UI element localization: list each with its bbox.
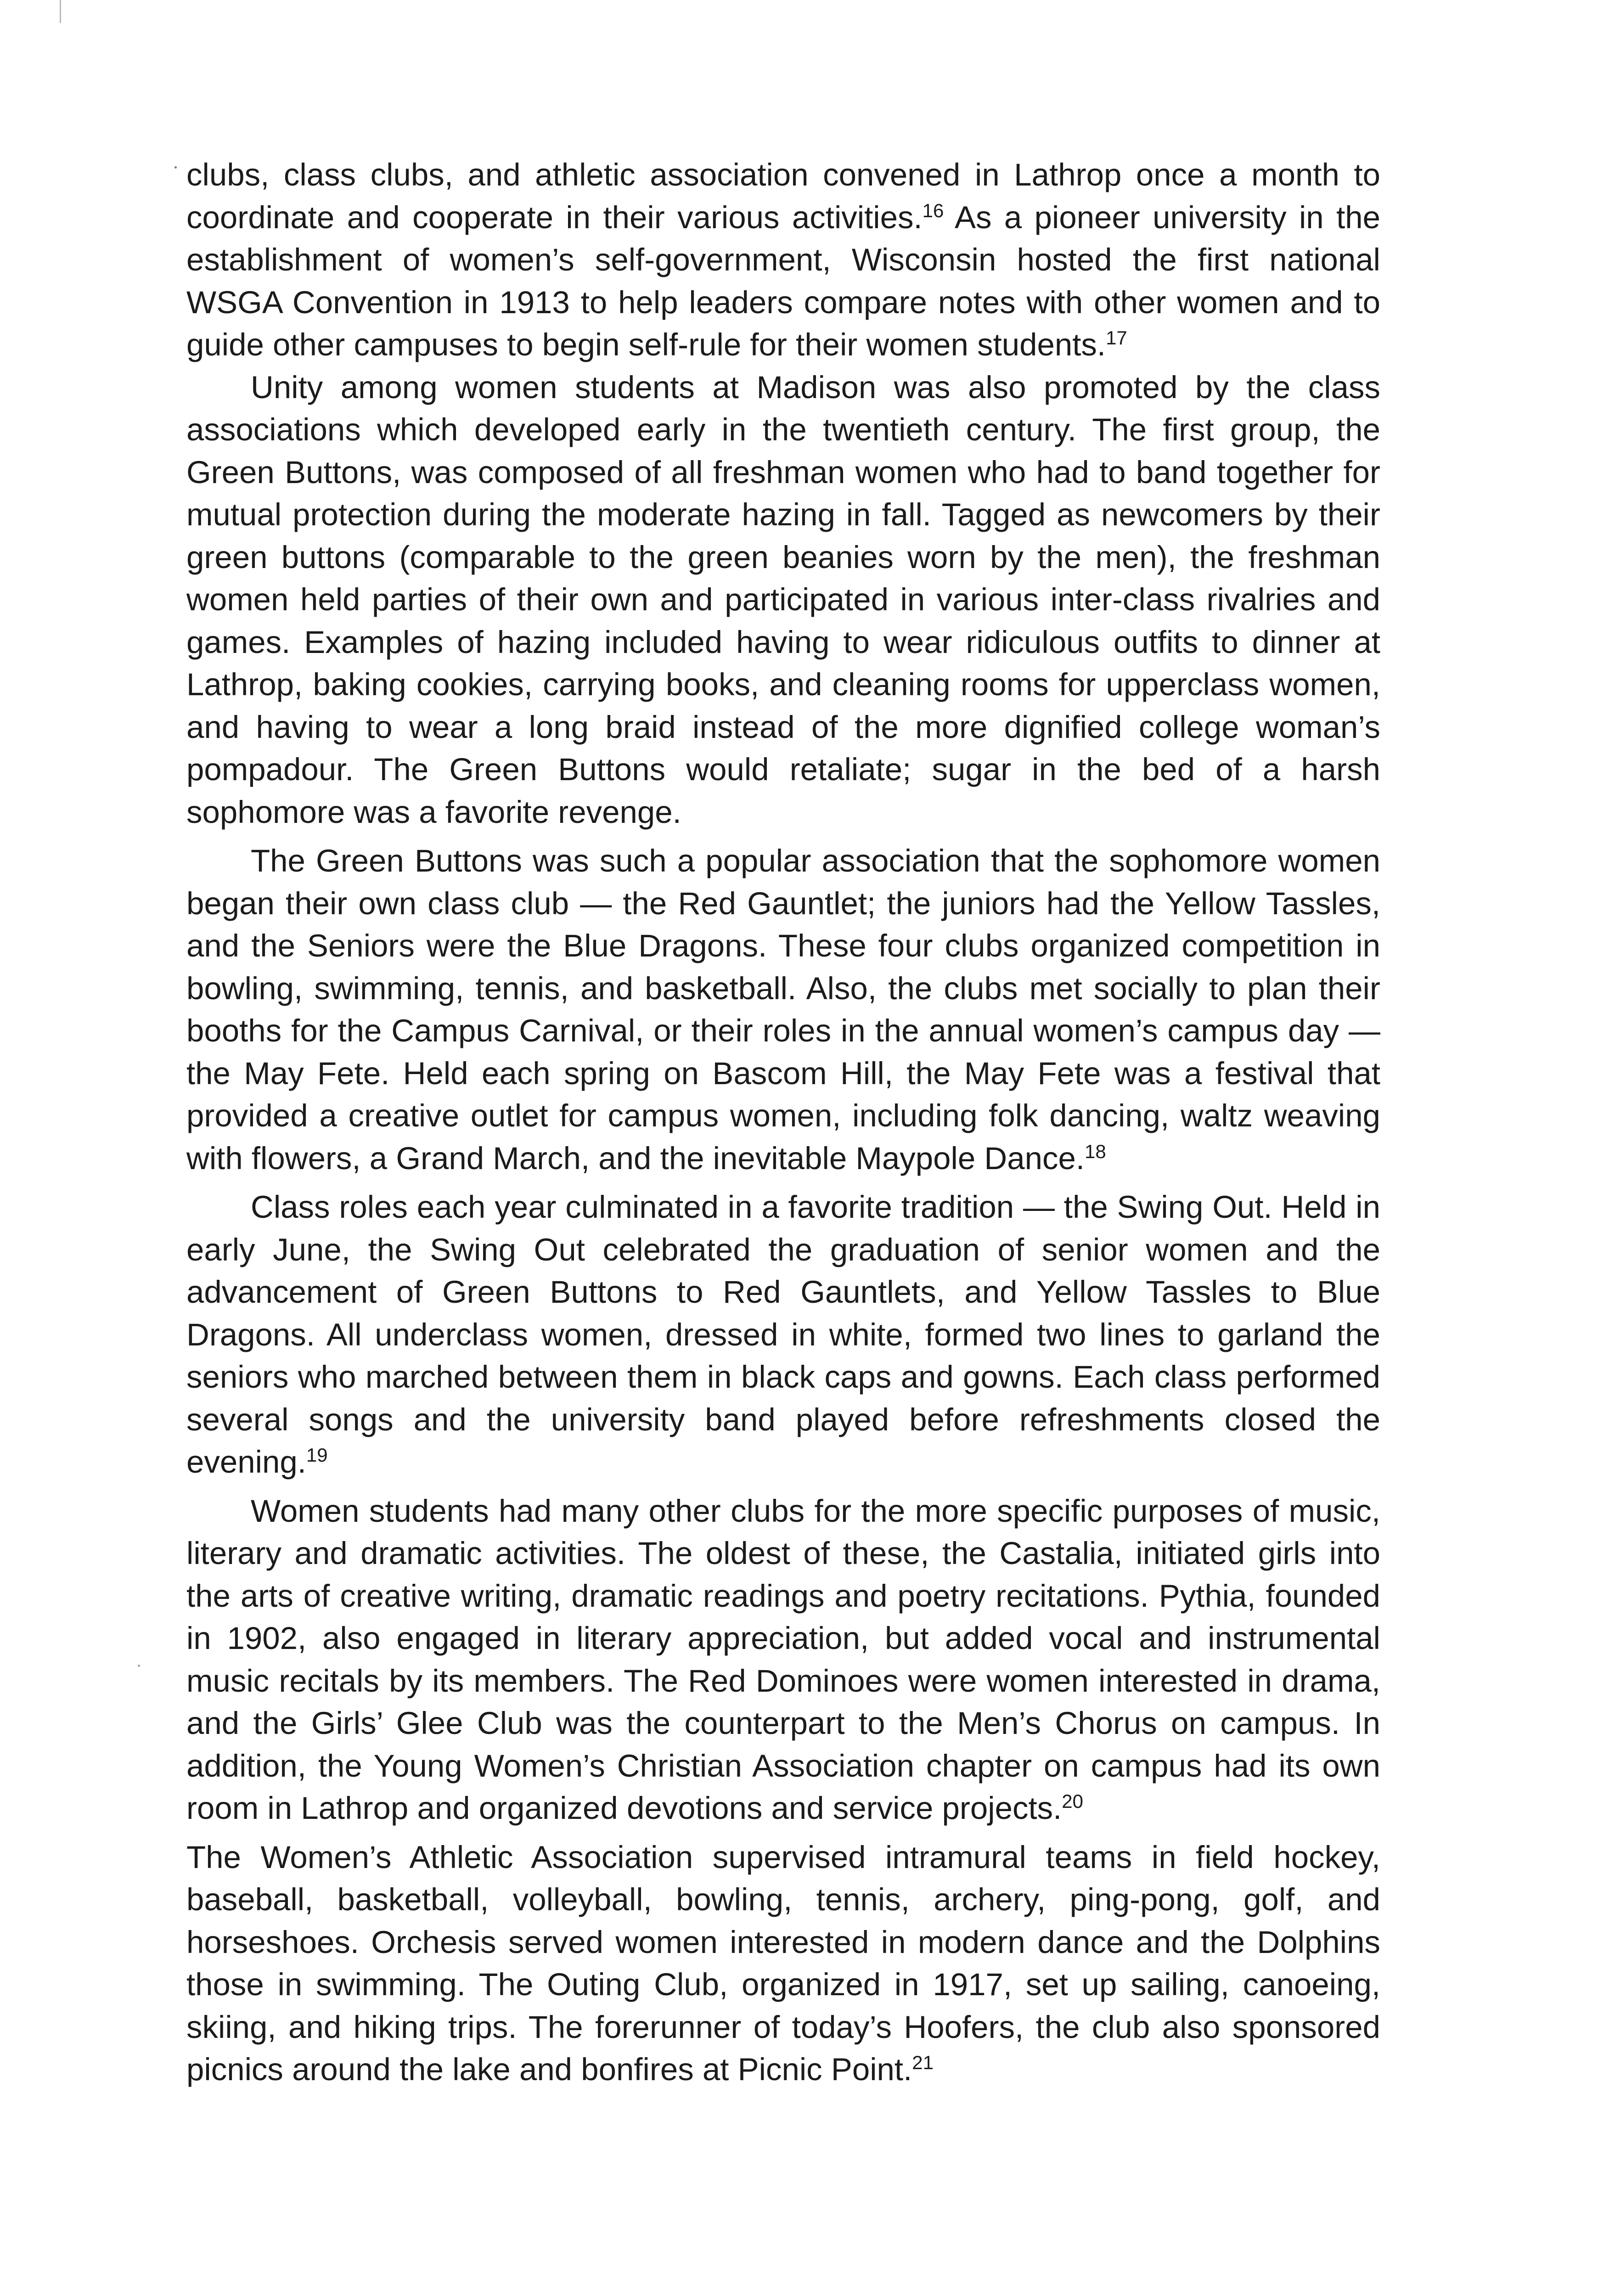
scan-edge-mark bbox=[60, 0, 61, 23]
body-text bbox=[186, 154, 1380, 2091]
footnote-marker: 21 bbox=[912, 2052, 934, 2073]
paragraph-text: As a pioneer university in the establishment of women’s self-government, Wisconsin hosted the first national WSGA Convention in 1913 to help leaders compare notes with other women and to guide other campuses to begin self-rule for their women students. bbox=[186, 199, 1380, 362]
paragraph-text: Class roles each year culminated in a favorite tradition — the Swing Out. Held in early June, the Swing Out celebrated the graduation of senior women and the advancement of Green Buttons to Red Gauntlets, and Yellow Tassles to Blue Dragons. All underclass women, dressed in white, formed two lines to garland the seniors who marched between them in black caps and gowns. Each class performed several songs and the university band played before refreshments closed the evening. bbox=[186, 1189, 1380, 1480]
paragraph-text: Women students had many other clubs for the more specific purposes of music, literary and dramatic activities. The oldest of these, the Castalia, initiated girls into the arts of creative writing, dramatic readings and poetry recitations. Pythia, founded in 1902, also engaged in literary appreciation, but added vocal and instrumental music recitals by its members. The Red Dominoes were women interested in drama, and the Girls’ Glee Club was the counterpart to the Men’s Chorus on campus. In addition, the Young Women’s Christian Association chapter on campus had its own room in Lathrop and organized devotions and service projects. bbox=[186, 1493, 1380, 1826]
paragraph bbox=[186, 366, 1380, 834]
footnote-marker: 19 bbox=[306, 1444, 328, 1466]
footnote-marker: 16 bbox=[922, 199, 944, 221]
paragraph-text: The Green Buttons was such a popular association that the sophomore women began their own class club — the Red Gauntlet; the juniors had the Yellow Tassles, and the Seniors were the Blue Dragons. These four clubs organized competition in bowling, swimming, tennis, and basketball. Also, the clubs met socially to plan their booths for the Campus Carnival, or their roles in the annual women’s campus day — the May Fete. Held each spring on Bascom Hill, the May Fete was a festival that provided a creative outlet for campus women, including folk dancing, waltz weaving with flowers, a Grand March, and the inevitable Maypole Dance. bbox=[186, 843, 1380, 1176]
paragraph-text: The Women’s Athletic Association supervised intramural teams in field hockey, baseball, basketball, volleyball, bowling, tennis, archery, ping-pong, golf, and horseshoes. Orchesis served women interested in modern dance and the Dolphins those in swimming. The Outing Club, organized in 1917, set up sailing, canoeing, skiing, and hiking trips. The forerunner of today’s Hoofers, the club also sponsored picnics around the lake and bonfires at Picnic Point. bbox=[186, 1839, 1380, 2087]
paragraph-text: Unity among women students at Madison was also promoted by the class associations which developed early in the twentieth century. The first group, the Green Buttons, was composed of all freshman women who had to band together for mutual protection during the moderate hazing in fall. Tagged as newcomers by their green buttons (comparable to the green beanies worn by the men), the freshman women held parties of their own and participated in various inter-class rivalries and games. Examples of hazing included having to wear ridiculous outfits to dinner at Lathrop, baking cookies, carrying books, and cleaning rooms for upperclass women, and having to wear a long braid instead of the more dignified college woman’s pompadour. The Green Buttons would retaliate; sugar in the bed of a harsh sophomore was a favorite revenge. bbox=[186, 369, 1380, 830]
scan-speck bbox=[174, 166, 177, 169]
paragraph bbox=[186, 154, 1380, 366]
scan-speck bbox=[138, 1665, 140, 1667]
paragraph bbox=[186, 1186, 1380, 1484]
paragraph bbox=[186, 1836, 1380, 2091]
paragraph-text: clubs, class clubs, and athletic association convened in Lathrop once a month to coordinate and cooperate in their various activities. bbox=[186, 157, 1380, 235]
paragraph bbox=[186, 840, 1380, 1180]
footnote-marker: 20 bbox=[1062, 1790, 1084, 1812]
footnote-marker: 18 bbox=[1085, 1140, 1106, 1162]
paragraph bbox=[186, 1490, 1380, 1830]
footnote-marker: 17 bbox=[1106, 327, 1127, 349]
